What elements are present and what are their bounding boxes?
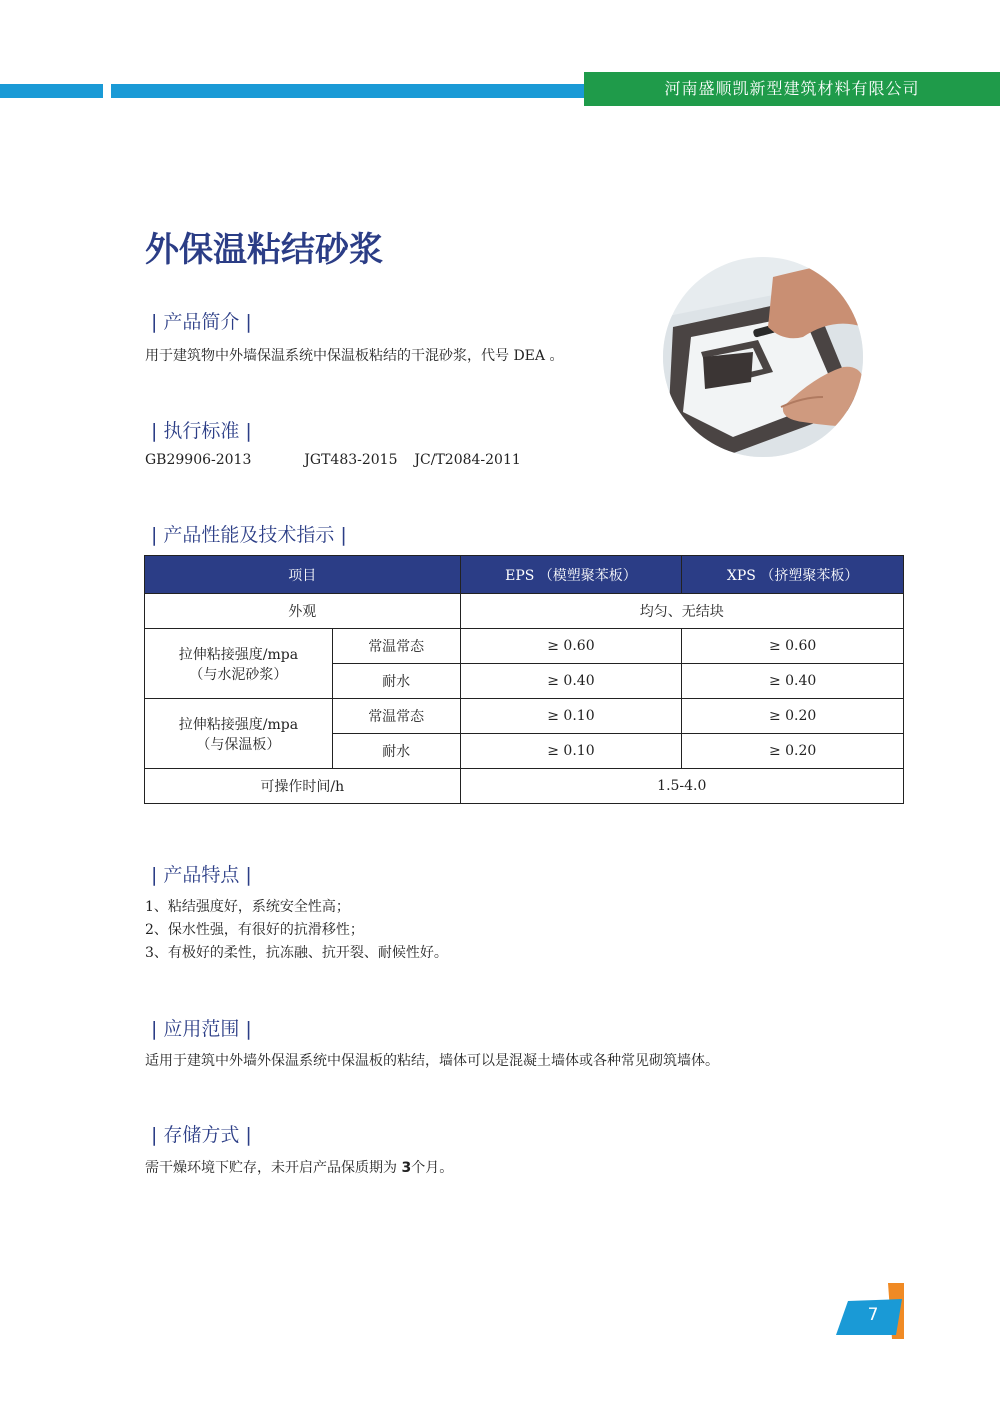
table-row xyxy=(145,594,904,629)
table-row xyxy=(145,769,904,804)
section-heading-standards: | 执行标准 | xyxy=(151,420,252,442)
feature-item: 3、有极好的柔性，抗冻融、抗开裂、耐候性好。 xyxy=(145,945,448,961)
xps-value: ≥ 0.20 xyxy=(682,734,904,769)
standards-list xyxy=(145,452,521,468)
xps-value: ≥ 0.20 xyxy=(682,699,904,734)
eps-value: ≥ 0.10 xyxy=(460,699,682,734)
eps-value: ≥ 0.10 xyxy=(460,734,682,769)
section-heading-specs: | 产品性能及技术指示 | xyxy=(151,524,347,546)
xps-value: ≥ 0.60 xyxy=(682,629,904,664)
standard-item: JGT483-2015 xyxy=(304,452,398,468)
section-heading-usage: | 应用范围 | xyxy=(151,1018,252,1040)
page-number-badge xyxy=(836,1283,904,1339)
table-row xyxy=(145,629,904,664)
condition-cell: 常温常态 xyxy=(332,699,460,734)
intro-text: 用于建筑物中外墙保温系统中保温板粘结的干混砂浆，代号 DEA 。 xyxy=(145,348,564,364)
standard-item: GB29906-2013 xyxy=(145,452,252,468)
eps-value: ≥ 0.40 xyxy=(460,664,682,699)
header-xps: XPS （挤塑聚苯板） xyxy=(682,556,904,594)
page-number: 7 xyxy=(867,1305,879,1325)
xps-value: ≥ 0.40 xyxy=(682,664,904,699)
condition-cell: 耐水 xyxy=(332,664,460,699)
section-heading-features: | 产品特点 | xyxy=(151,864,252,886)
page-title: 外保温粘结砂浆 xyxy=(145,230,383,270)
appearance-value: 均匀、无结块 xyxy=(460,594,903,629)
header-eps: EPS （模塑聚苯板） xyxy=(460,556,682,594)
table-header-row xyxy=(145,556,904,594)
specification-table xyxy=(144,555,904,804)
worktime-value: 1.5-4.0 xyxy=(460,769,903,804)
table-row xyxy=(145,699,904,734)
appearance-label: 外观 xyxy=(145,594,461,629)
condition-cell: 常温常态 xyxy=(332,629,460,664)
storage-text: 需干燥环境下贮存，未开启产品保质期为 3个月。 xyxy=(145,1160,454,1176)
header-item: 项目 xyxy=(145,556,461,594)
product-photo xyxy=(663,257,863,457)
section-heading-storage: | 存储方式 | xyxy=(151,1124,252,1146)
group1-label: 拉伸粘接强度/mpa （与水泥砂浆） xyxy=(145,629,333,699)
feature-item: 2、保水性强，有很好的抗滑移性； xyxy=(145,922,364,938)
company-name-banner: 河南盛顺凯新型建筑材料有限公司 xyxy=(584,72,1000,106)
storage-months: 3 xyxy=(401,1160,412,1176)
worktime-label: 可操作时间/h xyxy=(145,769,461,804)
eps-value: ≥ 0.60 xyxy=(460,629,682,664)
section-heading-intro: | 产品简介 | xyxy=(151,311,252,333)
group2-label: 拉伸粘接强度/mpa （与保温板） xyxy=(145,699,333,769)
product-application-illustration xyxy=(663,257,863,457)
header-bar-middle xyxy=(111,84,585,98)
header-bar-left xyxy=(0,84,103,98)
usage-text: 适用于建筑中外墙外保温系统中保温板的粘结，墙体可以是混凝土墙体或各种常见砌筑墙体。 xyxy=(145,1053,719,1069)
standard-item: JC/T2084-2011 xyxy=(414,452,521,468)
condition-cell: 耐水 xyxy=(332,734,460,769)
feature-item: 1、粘结强度好，系统安全性高； xyxy=(145,899,350,915)
